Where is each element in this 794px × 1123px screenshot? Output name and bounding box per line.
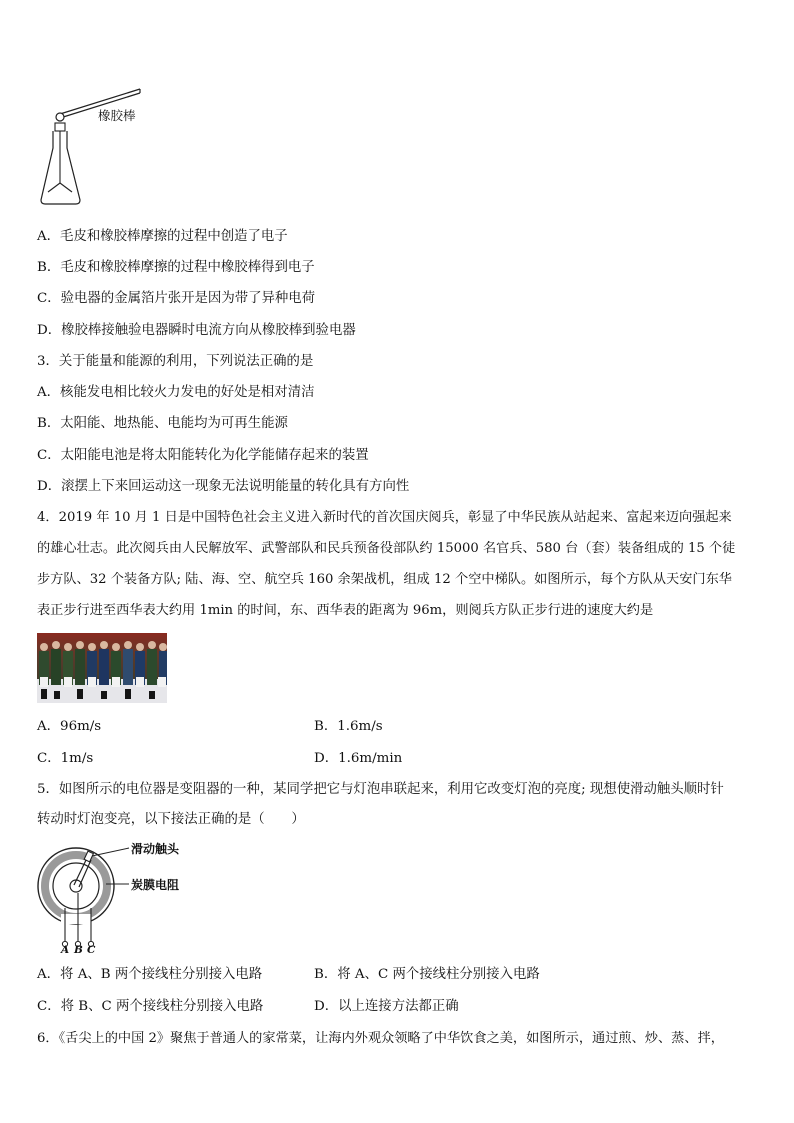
q4-option-c: C．1m/s: [37, 751, 94, 766]
terminal-a-label: A: [61, 944, 70, 956]
terminal-c-label: C: [87, 944, 96, 956]
q4-option-a: A．96m/s: [37, 719, 102, 734]
q2-option-d: D．橡胶棒接触验电器瞬时电流方向从橡胶棒到验电器: [37, 323, 356, 338]
potentiometer-figure: [36, 838, 206, 958]
q4-stem-line-2: 的雄心壮志。此次阅兵由人民解放军、武警部队和民兵预备役部队约 15000 名官兵、580 台（套）装备组成的 15 个徒: [37, 541, 736, 556]
q3-option-c: C．太阳能电池是将太阳能转化为化学能储存起来的装置: [37, 448, 369, 463]
q5-option-d: D．以上连接方法都正确: [314, 999, 459, 1014]
carbon-film-label: 炭膜电阻: [131, 878, 180, 892]
q2-option-c: C．验电器的金属箔片张开是因为带了异种电荷: [37, 291, 316, 306]
q6-stem: 6．《舌尖上的中国 2》聚焦于普通人的家常菜，让海内外观众领略了中华饮食之美，如图所示，通过煎、炒、蒸、拌，: [37, 1031, 724, 1046]
q5-option-b: B．将 A、C 两个接线柱分别接入电路: [314, 967, 540, 982]
q3-option-b: B．太阳能、地热能、电能均为可再生能源: [37, 416, 288, 431]
q3-option-d: D．滚摆上下来回运动这一现象无法说明能量的转化具有方向性: [37, 479, 410, 494]
q5-stem-line-2: 转动时灯泡变亮，以下接法正确的是（ ）: [37, 812, 305, 827]
parade-photo: [37, 633, 167, 703]
q4-stem-line-1: 4．2019 年 10 月 1 日是中国特色社会主义进入新时代的首次国庆阅兵，彰显了中华民族从站起来、富起来迈向强起来: [37, 510, 732, 525]
q4-stem-line-4: 表正步行进至西华表大约用 1min 的时间，东、西华表的距离为 96m，则阅兵方队正步行进的速度大约是: [37, 603, 654, 618]
rubber-rod-label: 橡胶棒: [98, 108, 136, 123]
q3-stem: 3．关于能量和能源的利用，下列说法正确的是: [37, 354, 314, 369]
electroscope-drawing: [36, 86, 156, 210]
q5-stem-line-1: 5．如图所示的电位器是变阻器的一种，某同学把它与灯泡串联起来，利用它改变灯泡的亮度; 现想使滑动触头顺时针: [37, 782, 724, 797]
q4-stem-line-3: 步方队、32 个装备方队; 陆、海、空、航空兵 160 余架战机，组成 12 个空中梯队。如图所示，每个方队从天安门东华: [37, 572, 732, 587]
q2-option-a: A．毛皮和橡胶棒摩擦的过程中创造了电子: [37, 229, 288, 244]
q2-option-b: B．毛皮和橡胶棒摩擦的过程中橡胶棒得到电子: [37, 260, 315, 275]
slider-contact-label: 滑动触头: [131, 842, 180, 856]
q5-option-c: C．将 B、C 两个接线柱分别接入电路: [37, 999, 264, 1014]
q3-option-a: A．核能发电相比较火力发电的好处是相对清洁: [37, 385, 315, 400]
q4-option-d: D．1.6m/min: [314, 751, 403, 766]
electroscope-figure: [36, 86, 156, 210]
q5-option-a: A．将 A、B 两个接线柱分别接入电路: [37, 967, 263, 982]
potentiometer-drawing: [36, 838, 206, 958]
terminal-b-label: B: [74, 944, 83, 956]
parade-photo-drawing: [37, 633, 167, 703]
q4-option-b: B．1.6m/s: [314, 719, 383, 734]
